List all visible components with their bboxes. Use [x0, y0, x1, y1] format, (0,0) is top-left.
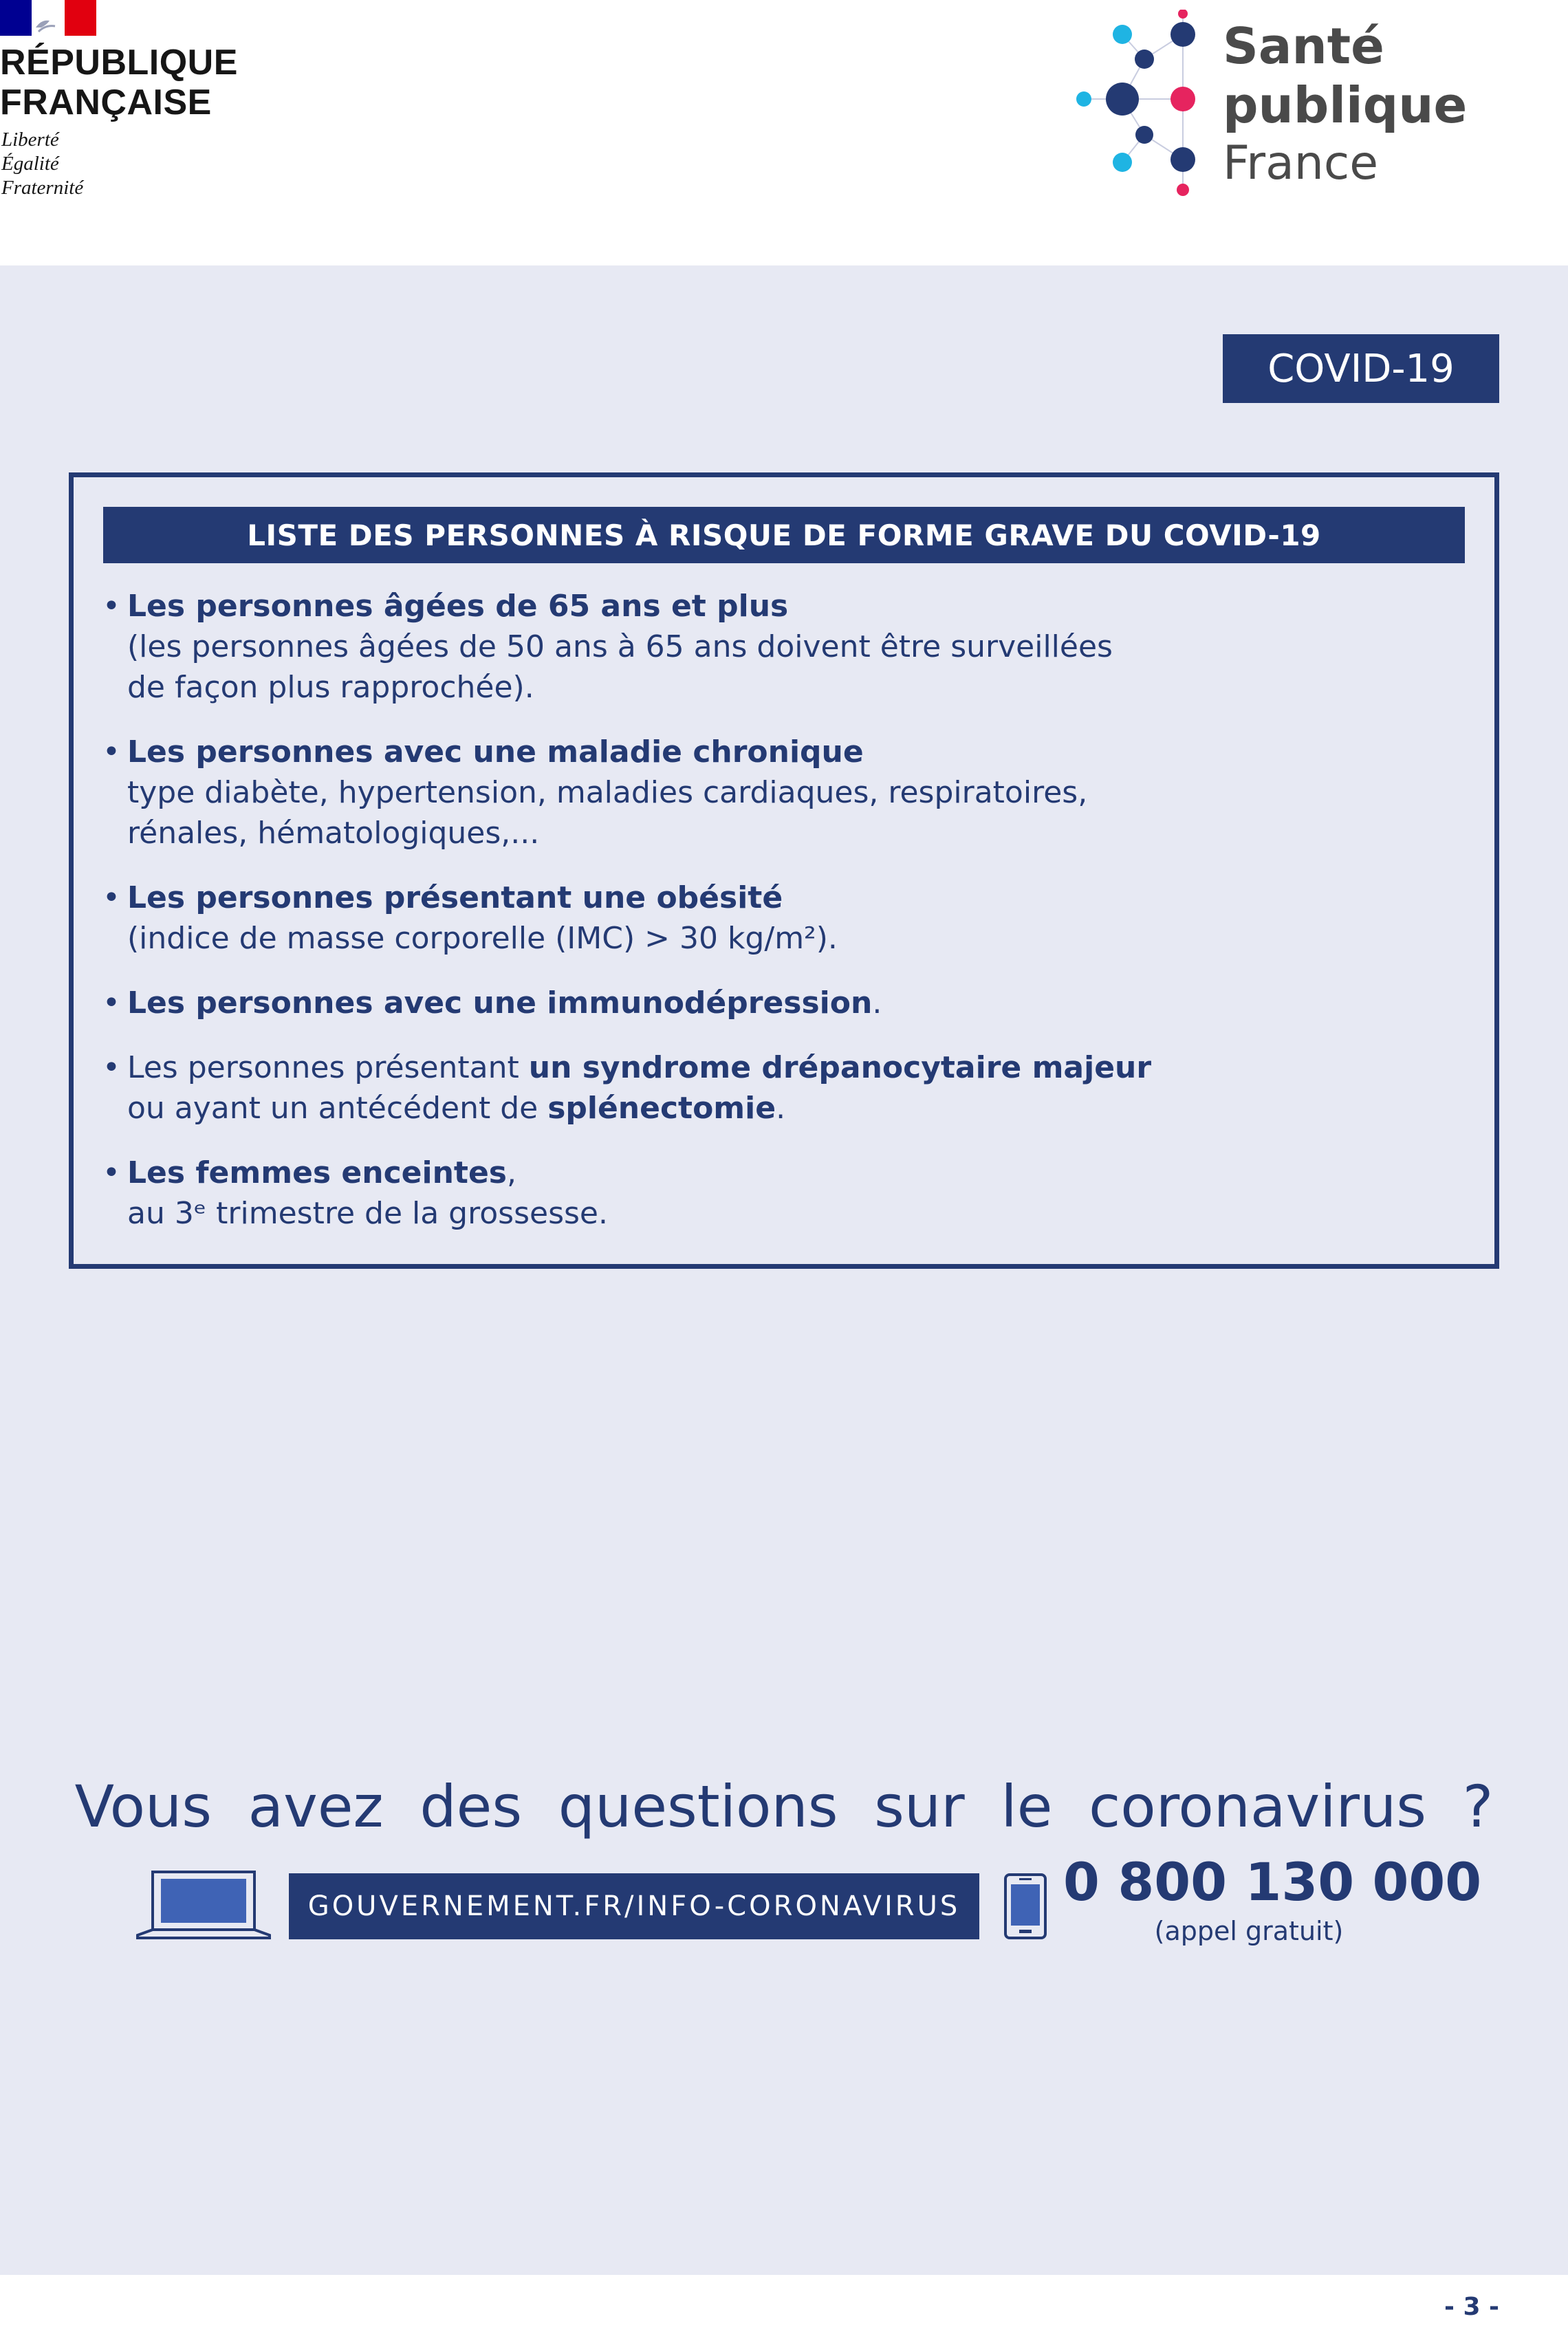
risk-item-bold: Les femmes enceintes — [127, 1155, 507, 1190]
risk-item-bold: Les personnes âgées de 65 ans et plus — [127, 589, 789, 624]
risk-item-elderly — [102, 586, 1409, 708]
page-number: - 3 - — [1444, 2293, 1499, 2321]
risk-item-suffix: . — [776, 1091, 786, 1126]
republique-motto — [1, 128, 208, 200]
phone-number[interactable]: 0 800 130 000 — [1063, 1851, 1482, 1913]
bullet-icon: • — [102, 734, 120, 770]
rf-name-line2: FRANÇAISE — [0, 83, 212, 122]
bullet-icon: • — [102, 1050, 120, 1085]
risk-item-bold: Les personnes avec une immunodépression — [127, 985, 873, 1021]
questions-heading: Vous avez des questions sur le coronavirus ? — [74, 1773, 1494, 1840]
risk-item-bold: un syndrome drépanocytaire majeur — [528, 1050, 1152, 1085]
risk-item-detail: (indice de masse corporelle (IMC) > 30 kg/m²). — [127, 921, 838, 956]
bullet-icon: • — [102, 880, 120, 915]
spf-wordmark — [1223, 17, 1468, 193]
laptop-icon — [135, 1869, 272, 1945]
bullet-icon: • — [102, 985, 120, 1021]
risk-item-bold: Les personnes avec une maladie chronique — [127, 734, 864, 770]
spf-line-sante: Santé — [1223, 17, 1384, 75]
risk-item-obesity — [102, 878, 1409, 959]
bullet-icon: • — [102, 589, 120, 624]
risk-item-pregnant — [102, 1153, 1409, 1234]
main-content — [0, 265, 1568, 2275]
risk-item-immuno — [102, 983, 1409, 1023]
risk-item-detail: rénales, hématologiques,... — [127, 816, 540, 851]
spf-line-france: France — [1223, 136, 1379, 190]
sante-publique-france-logo — [1073, 10, 1468, 202]
risk-item-detail: de façon plus rapprochée). — [127, 670, 534, 705]
risk-list-box — [69, 472, 1499, 1269]
risk-item-detail: type diabète, hypertension, maladies cardiaques, respiratoires, — [127, 775, 1088, 810]
page-header — [0, 0, 1568, 265]
motto-fraternite: Fraternité — [1, 177, 84, 199]
phone-icon — [1003, 1872, 1048, 1941]
risk-item-detail: (les personnes âgées de 50 ans à 65 ans doivent être surveillées — [127, 629, 1113, 664]
phone-note: (appel gratuit) — [1154, 1916, 1344, 1946]
risk-item-bold: splénectomie — [547, 1091, 776, 1126]
bullet-icon: • — [102, 1155, 120, 1190]
risk-item-prefix: Les personnes présentant — [127, 1050, 529, 1085]
risk-item-prefix: ou ayant un antécédent de — [127, 1091, 548, 1126]
rf-name-line1: RÉPUBLIQUE — [0, 43, 238, 83]
risk-item-sickle-cell — [102, 1047, 1409, 1129]
risk-item-suffix: . — [872, 985, 882, 1021]
covid-badge: COVID-19 — [1223, 334, 1499, 403]
risk-item-bold: Les personnes présentant une obésité — [127, 880, 783, 915]
risk-item-suffix: , — [506, 1155, 516, 1190]
motto-egalite: Égalité — [1, 153, 59, 175]
republique-francaise-name — [0, 43, 275, 122]
risk-list-title: LISTE DES PERSONNES À RISQUE DE FORME GRAVE DU COVID-19 — [103, 507, 1465, 563]
molecule-network-icon — [1073, 10, 1217, 202]
marianne-flag-icon — [0, 0, 96, 36]
risk-item-detail: au 3ᵉ trimestre de la grossesse. — [127, 1196, 608, 1231]
risk-list — [102, 586, 1409, 1258]
website-link[interactable]: GOUVERNEMENT.FR/INFO-CORONAVIRUS — [289, 1873, 979, 1939]
spf-line-publique: publique — [1223, 76, 1468, 134]
risk-item-chronic — [102, 732, 1409, 853]
motto-liberte: Liberté — [1, 129, 59, 151]
